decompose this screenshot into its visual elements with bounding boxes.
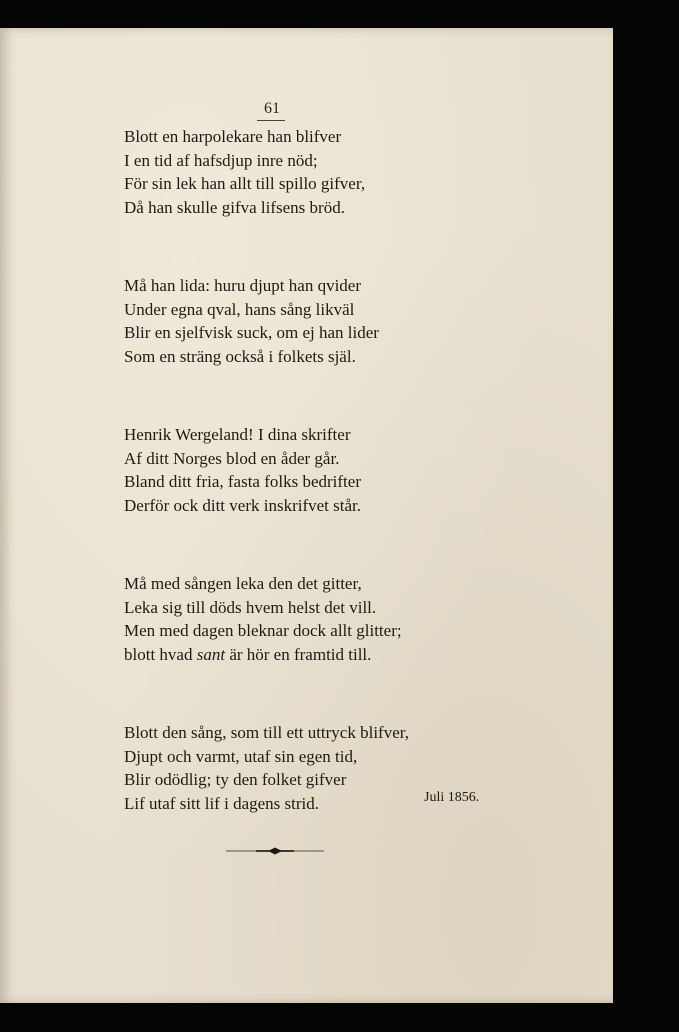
poem-line: Må han lida: huru djupt han qvider — [124, 276, 362, 295]
poem-line: Blir odödlig; ty den folket gifver — [124, 770, 347, 789]
stanza-4 — [124, 572, 594, 666]
stanza-2 — [124, 274, 594, 368]
poem-line: Lif utaf sitt lif i dagens strid. — [124, 793, 319, 813]
poem-line: Blott den sång, som till ett uttryck blifver, — [124, 723, 409, 742]
book-page — [0, 28, 613, 1003]
poem-line: Bland ditt fria, fasta folks bedrifter — [124, 472, 361, 491]
poem-line: Derför ock ditt verk inskrifvet står. — [124, 495, 361, 515]
poem-line: Blott en harpolekare han blifver — [124, 127, 342, 146]
page-number: 61 — [264, 100, 280, 117]
poem — [124, 125, 594, 815]
stanza-5 — [124, 721, 594, 815]
stanza-gap — [124, 368, 594, 423]
stanza-3 — [124, 423, 594, 517]
poem-line: Må med sången leka den det gitter, — [124, 574, 362, 593]
poem-line: Djupt och varmt, utaf sin egen tid, — [124, 746, 358, 766]
ornament-divider-icon — [226, 845, 324, 857]
emphasized-word: sant — [196, 644, 226, 664]
page-number-rule — [257, 120, 285, 121]
poem-line: Henrik Wergeland! I dina skrifter — [124, 425, 351, 444]
poem-line: Då han skulle gifva lifsens bröd. — [124, 197, 345, 217]
poem-line: Men med dagen bleknar dock allt glitter; — [124, 621, 402, 640]
poem-line-emphasis — [124, 643, 594, 667]
stanza-1 — [124, 125, 594, 219]
stanza-gap — [124, 666, 594, 721]
poem-line: Blir en sjelfvisk suck, om ej han lider — [124, 323, 379, 342]
poem-line: Leka sig till döds hvem helst det vill. — [124, 597, 377, 617]
poem-line: I en tid af hafsdjup inre nöd; — [124, 150, 318, 170]
poem-line: Som en sträng också i folkets själ. — [124, 346, 356, 366]
poem-line: Under egna qval, hans sång likväl — [124, 299, 355, 319]
poem-line: Af ditt Norges blod en åder går. — [124, 448, 340, 468]
stanza-gap — [124, 517, 594, 572]
line-text: är hör en framtid till. — [225, 644, 372, 664]
poem-line: För sin lek han allt till spillo gifver, — [124, 174, 366, 193]
poem-date: Juli 1856. — [424, 790, 480, 805]
line-text: blott hvad — [124, 644, 197, 664]
stanza-gap — [124, 219, 594, 274]
